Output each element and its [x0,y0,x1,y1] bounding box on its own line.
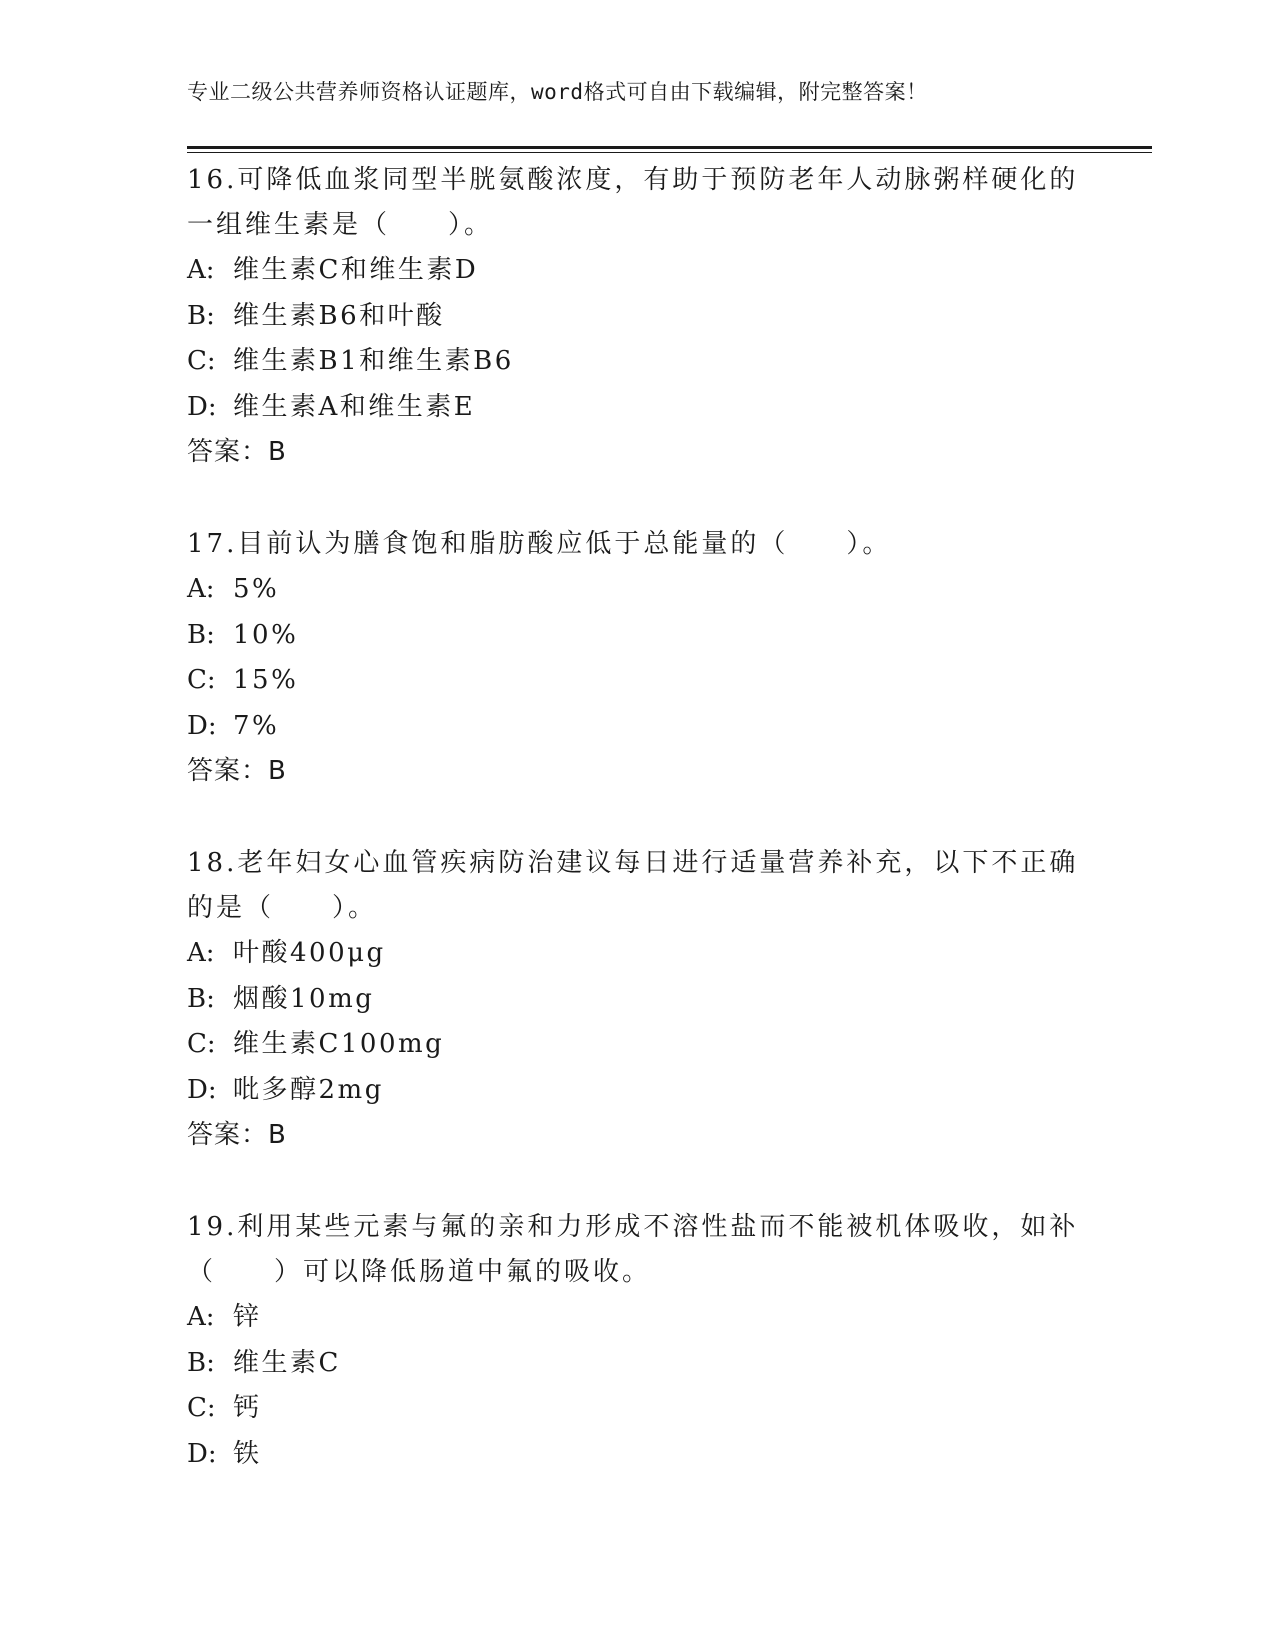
question-18 [187,841,1087,1158]
question-text: （ ）可以降低肠道中氟的吸收。 [187,1257,652,1287]
option-text: 10% [233,619,299,650]
option-a [187,248,1087,294]
page-header: 专业二级公共营养师资格认证题库，word格式可自由下载编辑，附完整答案！ [187,80,928,104]
question-spacer [187,1158,1087,1205]
option-a [187,1295,1087,1341]
question-17 [187,522,1087,794]
option-key: C: [187,1029,216,1059]
header-rule-thick [187,146,1152,149]
option-b [187,294,1087,340]
question-19 [187,1205,1087,1477]
option-c [187,339,1087,385]
option-key: B: [187,300,215,331]
option-text: 叶酸400μg [233,938,386,968]
option-key: A: [187,1302,215,1332]
option-a [187,931,1087,977]
option-c [187,658,1087,704]
option-key: C: [187,1393,216,1423]
question-16 [187,158,1087,475]
option-text: 锌 [233,1302,262,1332]
option-key: C: [187,665,216,695]
answer-line: 答案：B [187,437,287,467]
option-text: 维生素C100mg [233,1029,445,1059]
option-text: 烟酸10mg [233,983,375,1014]
question-text: 一组维生素是（ ）。 [187,210,494,240]
option-text: 维生素C和维生素D [233,255,479,285]
question-spacer [187,475,1087,522]
option-key: D: [187,391,217,422]
option-key: B: [187,983,215,1014]
option-text: 维生素C [233,1347,341,1378]
option-text: 7% [233,710,280,741]
option-key: B: [187,1347,215,1378]
answer-line: 答案：B [187,1120,287,1150]
option-text: 维生素B1和维生素B6 [233,346,514,376]
option-b [187,613,1087,659]
option-key: B: [187,619,215,650]
option-b [187,1341,1087,1387]
question-spacer [187,794,1087,841]
option-text: 维生素B6和叶酸 [233,300,445,331]
header-rule-thin [187,152,1152,153]
question-text: 19.利用某些元素与氟的亲和力形成不溶性盐而不能被机体吸收，如补 [187,1212,1079,1242]
option-b [187,977,1087,1023]
option-text: 钙 [233,1393,262,1423]
option-text: 吡多醇2mg [233,1074,384,1105]
option-text: 5% [233,574,280,604]
option-key: A: [187,255,215,285]
question-text: 18.老年妇女心血管疾病防治建议每日进行适量营养补充，以下不正确 [187,848,1079,878]
option-d [187,1068,1087,1114]
option-c [187,1022,1087,1068]
option-key: D: [187,710,217,741]
option-key: A: [187,574,215,604]
option-key: A: [187,938,215,968]
option-a [187,567,1087,613]
option-d [187,385,1087,431]
option-text: 15% [233,665,299,695]
question-text: 的是（ ）。 [187,893,378,923]
option-key: D: [187,1074,217,1105]
option-d [187,1432,1087,1478]
question-text: 17.目前认为膳食饱和脂肪酸应低于总能量的（ ）。 [187,529,892,559]
option-text: 铁 [233,1438,262,1469]
option-key: D: [187,1438,217,1469]
option-key: C: [187,346,216,376]
question-list [187,158,1087,1477]
answer-line: 答案：B [187,756,287,786]
option-text: 维生素A和维生素E [233,391,476,422]
option-d [187,704,1087,750]
question-text: 16.可降低血浆同型半胱氨酸浓度，有助于预防老年人动脉粥样硬化的 [187,165,1079,195]
option-c [187,1386,1087,1432]
